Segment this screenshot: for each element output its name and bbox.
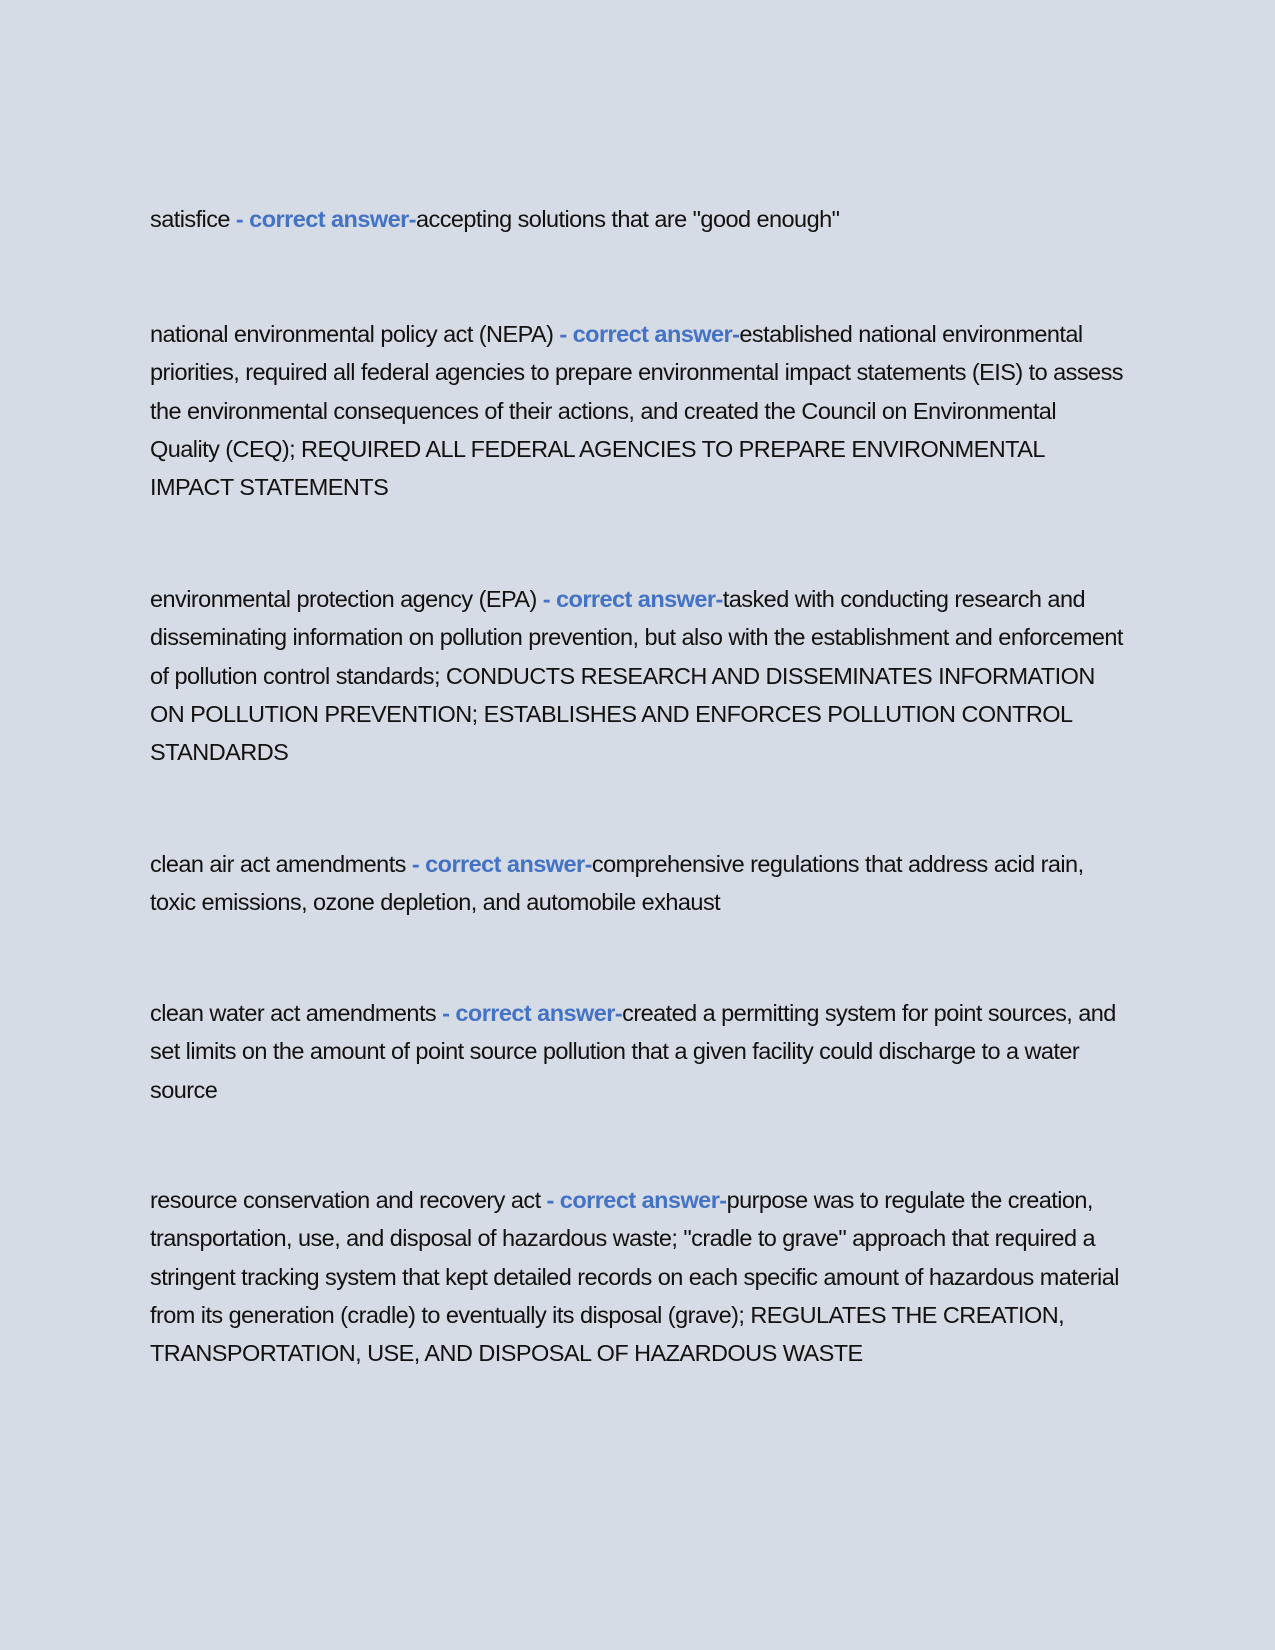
entry-definition: created a permitting system for point sources, and set limits on the amount of point source pollution that a given facility could discharge to a water source <box>150 1000 1116 1103</box>
correct-answer-label: - correct answer- <box>405 851 592 877</box>
entry-definition: tasked with conducting research and disseminating information on pollution prevention, but also with the establishment and enforcement of pollution control standards; CONDUCTS RESEARCH AND DISSEMINATES INFORMATION ON POLLUTION PREVENTION; ESTABLISHES AND ENFORCES POLLUTION CONTROL STANDARDS <box>150 586 1123 766</box>
flashcard-entry-epa <box>150 580 1130 771</box>
entry-term: national environmental policy act (NEPA) <box>150 321 554 347</box>
entry-term: clean water act amendments <box>150 1000 437 1026</box>
flashcard-entry-nepa <box>150 315 1130 506</box>
correct-answer-label: - correct answer- <box>540 1187 727 1213</box>
correct-answer-label: - correct answer- <box>536 586 723 612</box>
entry-term: resource conservation and recovery act <box>150 1187 541 1213</box>
correct-answer-label: - correct answer- <box>436 1000 623 1026</box>
entry-definition: purpose was to regulate the creation, transportation, use, and disposal of hazardous waste; "cradle to grave" approach that required a stringent tracking system that kept detailed records on each specific amount of hazardous material from its generation (cradle) to eventually its disposal (grave); REGULATES THE CREATION, TRANSPORTATION, USE, AND DISPOSAL OF HAZARDOUS WASTE <box>150 1187 1119 1367</box>
flashcard-entry-clean-water-act <box>150 994 1130 1109</box>
entry-term: clean air act amendments <box>150 851 406 877</box>
flashcard-entry-rcra <box>150 1181 1130 1372</box>
entry-definition: accepting solutions that are "good enough" <box>415 206 840 232</box>
flashcard-entry-satisfice <box>150 200 1130 238</box>
entry-term: satisfice <box>150 206 230 232</box>
entry-term: environmental protection agency (EPA) <box>150 586 537 612</box>
flashcard-entry-clean-air-act <box>150 845 1130 922</box>
entry-definition: comprehensive regulations that address acid rain, toxic emissions, ozone depletion, and automobile exhaust <box>150 851 1084 916</box>
correct-answer-label: - correct answer- <box>229 206 416 232</box>
correct-answer-label: - correct answer- <box>553 321 740 347</box>
entry-definition: established national environmental priorities, required all federal agencies to prepare environmental impact statements (EIS) to assess the environmental consequences of their actions, and created the Council on Environmental Quality (CEQ); REQUIRED ALL FEDERAL AGENCIES TO PREPARE ENVIRONMENTAL IMPACT STATEMENTS <box>150 321 1123 501</box>
